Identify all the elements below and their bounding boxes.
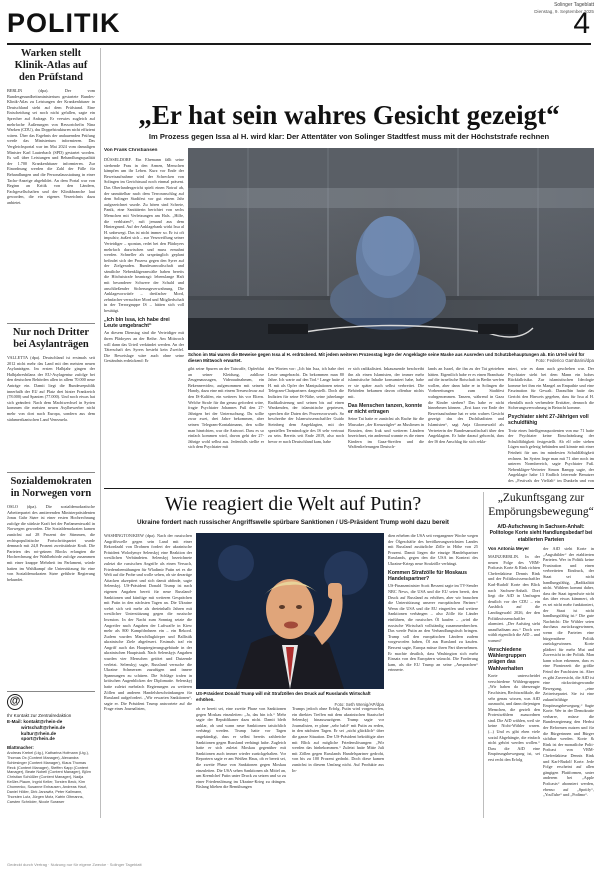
section-title: POLITIK bbox=[7, 8, 121, 38]
article-warken-title: Warken stellt Klinik-Atlas auf den Prüfstand bbox=[14, 48, 88, 83]
lead-column-3 bbox=[268, 366, 344, 484]
left-column-divider bbox=[100, 48, 101, 818]
footer-line: Gedeckt durch Vertrag · Nutzung nur für eigene Zwecke · Solinger Tageblatt bbox=[7, 862, 142, 867]
article-norwegen bbox=[7, 476, 95, 688]
rule-left-2 bbox=[7, 472, 95, 473]
lead-col6b-text: Trotz eines Intelligenzquotienten von nur 71 hatte der Psychiater keine Einschränkung der Schuldfähigkeit festgestellt. Ab elf oder sieben Lügen nach gelesig bebünden und könnte mit einer Feinheit für uns im mindesten Schuldfähigkeit rechnen. Im Syrien liege man mit 71 aber noch im unteren Normbereich, sagte Psychiater Fuß. Nebenkläger-Vertreter Simon Rampp sagte, der Angeklagte habe 13 Endlich leierende Benutzer des „Festivals der Vielfalt“ im Dunkeln und von bbox=[508, 427, 594, 483]
article-warken bbox=[7, 48, 95, 321]
afd-col2-text: der AfD sieht Korte in „Angstbilder“ der etablierten Parteien. Wer in Politik keine Frustration und einen verbreiteten Eindruck, der Staat sei nicht handlungsfähig, „Radikalität nicht. Wählern kommt daher, dass der Staat irgendwie nicht das über etwas kümmert, ob es sei nicht mehr funktioniert, der Staat ist nicht handlungsfähig ist.“ Die gute Nachricht: Die Wähler seien durchaus zurückzugewinnen, wenn die Parteien eine bürgernähere Politik zurückgewinnen. Korte plädiert für mehr Mut und Zuversicht in der Politik. Man kann schon erkennen, dass es eine Pionierzeit die größte Feind der Faschisten ist. Aber es gibt Zuversicht, die AfD ist eine rückwärtsgewandte Bewegung, „eine Zeitreisepartei. Sie ist eine zukunftsfähige Empörungsbewegung.“ Sagte Korte. Wer in der Demokratie verharre, müsse die Bundesregierung den Herbst der Reformen nutzen und für die Bürgerinnen und Bürger sichtbar werden. Korte & Rink ist der monatliche Polit-Podcast von VRM-Chefredakteur Dennis Rink und Karl-Rudolf Korte. Jede Folge erscheint auf allen gängigen Plattformen, unter anderem bei „Apple Podcasts“ abonniert werden, ebenso auf „Spotify“, „YouTube“ und „Podimo“. bbox=[543, 546, 594, 798]
lead-caption bbox=[188, 352, 594, 363]
header-rule bbox=[7, 43, 591, 45]
contact-email-4[interactable]: sport@rhein.de bbox=[21, 736, 55, 742]
lead-col6-text: miert, wie es dann auch geschehen war. Der Psychiater sieht bei dem Mann ein hohes Rückfallrisiko. Zur islamistischen Ideologie komme bei ihm ein Mangel an Empathie und eine Faszination für Gewalt. Daraufhin hatte das Gericht den Hinweis gegeben, dass für Issa al H. ebenfalls noch verhendete Ersttäter, dennoch die Sicherungsverwahrung in Betracht komme. bbox=[508, 366, 594, 411]
lead-column-6b bbox=[508, 366, 594, 484]
putin-headline: Wie reagiert die Welt auf Putin? bbox=[164, 493, 422, 515]
afd-author: Von Antonia Meyer bbox=[488, 546, 530, 551]
lead-col3-text: den Worten vor: „Ich bin Issa, ich habe drei Leute umgebracht. Da bekommen man 80 Jahre. Ich warte auf den Tod.“ Lange hatte al H. mit als Opfer der Manipulationen seines Telegram-Chatpartners dargestellt. Doch die Indizien für seine IS-Nähe, seine jahrelange Radikalisierung und seinen bis auf einen Wankenden, der islamistische gepriesen, sprechen die Daten des Prozessvorwurfs. So beschreibe der Islamwissenschaftler Guido Steinberg dem Angeklagten, mit der speziellen Terminologie des IS sehr vertraut zu sein. Bereits seit Ende 2019, also noch bevor er nach Deutschland kam, habe bbox=[268, 366, 344, 444]
lead-subtitle: Im Prozess gegen Issa al H. wird klar: Der Attentäter von Solinger Stadtfest muss mit der Höchststrafe rechnen bbox=[148, 132, 550, 141]
putin-col3-text: Trumps jedoch ohne Erfolg. Putin wird vorgeworfen, ein direktes Treffen mit dem ukrainischen Staatschef Selenskyj hinauszuzögern. Trump sagte vor Journalisten, er plane „sehr bald“ mit Putin zu reden, in den nächsten Tagen. Er sei „nicht glücklich“ über die ganze Situation. Der US-Präsident bekräftigte aber mit Blick auf mögliche Friedenslösungen: „Wir werden das hinbekommen.“ Zuletzt hatte Mitte Juli mit Zöllen gegen Russlands Handelspartner gedroht, von bis zu 100 Prozent gedroht. Doch diese kamen zunächst in diesem Umfang nicht. Auf Produkte aus In- bbox=[292, 706, 384, 773]
putin-col4-text: dien erheben die USA seit vergangener Woche wegen der Ölgeschäfte des bevölkerungsreichsten Landes mit Russland zusätzliche Zölle in Höhe von 25 Prozent. Damit liegen die einzige Handelspartner Russlands, gegen den die USA im Kontext des Ukraine-Kriegs neue Strafzölle verhängt. bbox=[388, 533, 478, 566]
putin-column-1 bbox=[104, 533, 192, 817]
afd-headline: „Zukunftsgang zur Empörungsbewegung“ bbox=[488, 492, 594, 518]
staff-heading: Blattmacher: bbox=[7, 745, 34, 751]
lead-subhead-1: „Ich bin Issa, ich habe drei Leute umgebracht“ bbox=[104, 316, 170, 330]
lead-column-2 bbox=[188, 366, 264, 484]
staff-list: Andreas Krebel (Ltg.), Katharina Hofmann (Ltg.), Thomas Ox (Content Manager), Alexandra Schlesinger (Content Manager), Klaus Thomas Reck (Content Manager), Steffen Kapp (Content Manager), Beate Nobell (Content Manager), Björn Christian Schüßler (Content Manager), Nadja Keßler-Plaum, Ingrid Keller, Torsten Beck, Kim Chomenko, Susanne Enhausen, Andreas Hauf, Daniel Höller, Dirk Janowitz, Peter Kallmann, Thorsten Lutz, Jürgen Motz, Katrin Oltmanns, Carsten Schröder, Nicole Surawer bbox=[7, 750, 91, 804]
contact-email-2[interactable]: wirtschaft@rhein.de bbox=[21, 724, 66, 730]
rule-left-1 bbox=[7, 323, 95, 324]
lead-subhead-3: Psychiater sieht 27-Jährigen voll schuldfähig bbox=[508, 413, 589, 427]
putin-column-3 bbox=[292, 706, 384, 817]
courtroom-photo-illustration bbox=[188, 148, 594, 350]
lead-col2-text: gibt seine Spuren an der Tatwaffe, Opferblut an seiner Kleidung, zahllose Zeugenaussagen, Videoaufnahmen, ein Bekennervideo, aufgenommen mit seinem Handy, dazu eine mit einem Treueschwur auf den IS-Kalifen, ein weiteres bis vor Eltern. Welche Strafe für ihn genau gefordert wäre, fragte Psychiater Johannes Fuß den 27-Jährigen bei der Untersuchung. Du sollte zwar zwei, drei Jahre bekommen, aber seinen Telegram-Kontaktmann, den sollte man hinrichten, war die Antwort. Dass es so einfach kommen wird, davon geht der 27-Jährige wohl selbst aus. Jedenfalls stellte er sich dem Psychiater mit bbox=[188, 366, 264, 450]
lead-column-1 bbox=[104, 148, 184, 488]
rule-mid bbox=[104, 488, 594, 489]
putin-col1-text: WASHINGTON/KIEW (dpa). Nach der russischen Angriffswelle gegen sein Land mit einer Rekordzahl von Drohnen fordert der ukrainische Präsident Wolodymyr Selenskyj eine Reaktion der westlichen Verbündeten. Selenskyj bezeichnete zuletzt die russischen Angriffe als einen Versuch, Friedensbemühungen für Wladimir Putin sei es die Welt auf die Probe und wolle sehen, ob sie derartige Attacken akzeptiert und sich damit abfinde, sagte Selenskyj. US-Präsident Donald Trump ist nach eigenen Angaben bereit für neue Russland-Sanktionen und künftige mit weiteren Gesprächen mit Putin in den nächsten Tagen an. Die Ukraine wehrt sich seit mehr als dreieinhalb Jahren mit westlicher Unterstützung gegen die russische Invasion. In der Nacht zum Sonntag setzte die Angreifer nach Angaben der Luftwaffe in Kiew mehr als 800 Kampfdrohnen ein – ein Rekord. Zudem wurden Marschflugkörper und Ballistik ukrainische Ziele abgefeuert. Erstmals traf ein Angriff auch das Hauptregierungsgebäude in der ukrainischen Hauptstadt. Nach Selenskyjs Angaben wurden vier Menschen getötet und Dutzende verletzt. Selenskyj sagte, Russland versuche die Ukraine Schmerzen zuzufügen und innere Spannungen zu schüren. Die Schläge trafen in kritischen Augenblicken der Diplomatie. Selenskyj hatte zuletzt mehrfach Regierungen zu weiteren Zöllen und anderen Handelsbeschränkungen für Russland aufgefordert. „Wir erwarten Sanktionen“, sagte er. Die Präsident Trump antwortete auf die Frage eines Journalisten, bbox=[104, 533, 192, 712]
article-asyl-title: Nur noch Dritter bei Asylanträgen bbox=[12, 327, 90, 350]
lead-column-4 bbox=[348, 366, 424, 484]
afd-subtitle: AfD-Aufschwung in Sachsen-Anhalt: Politologe Korte sieht Handlungsbedarf bei etablierten Parteien bbox=[489, 524, 593, 543]
contact-email-3[interactable]: kultur@rhein.de bbox=[21, 730, 57, 736]
afd-col1b-text: Korte unterscheidet verschiedene Wählergruppen: „Wir haben da überzeugte Faschisten, Rechtsradikale, die sehr genau wissen, was AfD ausmacht, und dann diejenigen Menschen, die gezielt den Protestwählern zuzuordnen sind. Die AfD wählen, weil sie keine Nicht-Wähler waren. (...) Und es gibt eben viele sozial Abgehängte, die einfach nicht gehört werden wollen.“ Dass die AfD eine Empörungsbewegung ist, sei erst recht den Erfolg bbox=[488, 673, 540, 763]
article-norwegen-title: Sozialdemokraten in Norwegen vorn bbox=[10, 476, 92, 499]
putin-column-4 bbox=[388, 533, 478, 817]
lead-subhead-2: Das Menschen tanzen, konnte er nicht ertragen bbox=[348, 402, 423, 415]
putin-subhead-1: Kommen Strafzölle für Moskaus Handelspartner? bbox=[388, 569, 467, 582]
article-asyl bbox=[7, 327, 95, 469]
speaker-photo-illustration bbox=[196, 533, 384, 689]
contact-heading: Ihr Kontakt zur Zentralredaktion bbox=[7, 713, 72, 718]
lead-col5-text: lands an Israel, die ihn zu der Tat getrieben hätten. Eigentlich habe er es einen Brandsatz auf die israelische Botschaft in Berlin werfen wollen, aber dann habe er in Solingen die Vorbereitungen zum Stadtfest wahrgenommen. Tanzen, während in Gaza die Kinder sterben? Das habe er nicht hinnehmen können. „Erst kurz vor Ende der Beweisaufnahme hat er sein wahres Gesicht gezeigt: das des Dschihadisten und Islamisten“, sagt Anja Gloomewald als Vertreterin der Bundesanwaltschaft über den Angeklagten. Er habe darauf gehorcht, dass der IS den Anschlag für sich rekla- bbox=[428, 366, 504, 444]
contact-email-label: E-Mail: bbox=[7, 719, 23, 724]
lead-col4-text: er sich radikalisiert. Inkauzuende beschreibt ihn als einen Islamisten, der immer mehr islamistische Inhalte konsumiert habe, habe er sie später auch selbst verbreitet. Die Behörden bekamen davon offenbar nichts mit. bbox=[348, 366, 424, 399]
lead-col1b-text: An diesem Dienstag sind die Verteidiger mit ihren Plädoyers an der Reihe. Am Mittwoch will dann das Urteil verkündet werden. An der Täterschaft des Syrers besteht kein Zweifel. Die Beweislage wäre auch ohne seine Geständnis erdrückend: Er bbox=[104, 330, 184, 364]
putin-caption-credit: Foto: Seth Wenig/AP/dpa bbox=[334, 702, 384, 708]
putin-photo bbox=[196, 533, 384, 689]
at-icon: @ bbox=[7, 694, 23, 710]
lead-caption-text: Schon im Mai waren die Beweise gegen Issa al H. erdrückend. Mit jedem weiteren Prozesstag legte der Angeklagte seine Maske aus Ausreden und Schutzbehauptungen ab. Ein Urteil wird für diesen Mittwoch erwartet. bbox=[188, 352, 585, 363]
lead-headline: „Er hat sein wahres Gesicht gezeigt“ bbox=[138, 100, 560, 130]
afd-column-1 bbox=[488, 554, 540, 817]
lead-column-5 bbox=[428, 366, 504, 484]
lead-photo bbox=[188, 148, 594, 350]
putin-subtitle: Ukraine fordert nach russischer Angriffswelle spürbare Sanktionen / US-Präsident Trump wohl dazu bereit bbox=[137, 519, 449, 526]
lead-caption-credit: Foto: Federico Gambarini/dpa bbox=[535, 357, 594, 363]
paper-name: Solinger Tageblatt bbox=[554, 2, 594, 8]
putin-caption-text: US-Präsident Donald Trump will mit Strafzöllen den Druck auf Russlands Wirtschaft erhöhen. bbox=[196, 691, 371, 702]
article-warken-body: BERLIN (dpa). Der vom Bundesgesundheitsministerium gestartete Bundes-Klinik-Atlas zu Leistungen der Krankenhäuser in Deutschland steht auf dem Prüfstand. Eine Entscheidung sei noch nicht gefallen, sagte ein Sprecher auf Anfrage. Er verwies zugleich auf mehrfache Äußerungen von Ressortchefin Nina Warken (CDU), das Doppelstrukturen nicht effizient wären. Über das Ergebnis der andauernden Prüfung werde das Ministerium informieren. Das Vergleichsportal war im Mai 2024 vom damaligen Minister Karl Lauterbach (SPD) gestartet worden. Es soll über Leistungen und Behandlungsqualität der 1.700 Krankenhäuser informieren. Zur Einordnung werden die Zahl der Fälle für Behandlungen und die Personalausstattung in einer Tacho-Anzeige abgebildet. An dem Portal war von Beginn an Kritik von den Ländern, Fachgesellschaften und der Klinikbranche laut geworden, die ein eigenes Verzeichnis dazu anbietet. bbox=[7, 88, 95, 205]
afd-column-2 bbox=[543, 546, 594, 817]
lead-col4b-text: Seine Tat hatte er zunächst als Rache für die Massaker „der Kreuzzügler“ an Muslimen in Bosnien, dem Irak und weiteren Ländern bezeichnet, ein andermal wannte es die einen Kindern im Gaza-Streifen und die Waffenlieferungen Deutsch- bbox=[348, 416, 424, 450]
lead-author: Von Frank Christiansen bbox=[104, 148, 158, 153]
article-asyl-body: VALLETTA (dpa). Deutschland ist erstmals seit 2012 nicht mehr das Land mit den meisten neuen Asylanträgen. Im ersten Halbjahr gingen der Halbjahresbilanz der EU-Asylagentur zufolge bei den deutschen Behörden allen in allem 70.000 neue Anträge ein. Damit liegt die Bundesrepublik innerhalb der EU auf Platz drei hinter Frankreich (78.000) und Spanien (77.000). Und noch etwas hat sich geändert: Nach dem Machtwechsel in Syrien kommen die meisten neuen Asylbewerber nicht mehr von dort nach Europa, sondern aus dem südamerikanischen Land Venezuela. bbox=[7, 355, 95, 422]
article-norwegen-body: OSLO (dpa). Die sozialdemokratische Arbeiterpartei des amtierenden Ministerpräsidenten Jonas Gahr Støre ist einer ersten Hochrechnung zufolge die stärkste Kraft bei der Parlamentswahl in Norwegen geworden. Die Sozialdemokraten kamen zunächst auf 28 Prozent der Stimmen, die rechtspopulistische Fortschrittspartei wurde demnach mit 24,8 Prozent zweitstärkste Kraft. Die Parteien des rot-grünen Blocks erlangten die Hochrechnung der Wahlbehörde zufolge zusammen mit einer knappe Mehrheit im Parlament, würde hatten im Wahlkampf die Unterstützung für eine von Sozialdemokraten Støre geführte Regierung bekundet. bbox=[7, 504, 95, 582]
putin-column-2 bbox=[196, 706, 286, 817]
lead-col1-text: DÜSSELDORF. Ein Ehemann fällt seine sterbende Frau in den Armen, Menschen kämpfen um ihr Leben. Kurz vor Ende der Beweisaufnahme wird der Schrecken von Solingen im Gerichtssaal noch einmal präsent. Das Oberlandesgericht spielt einen Notruf ab, der unmittelbar nach dem Terroranschlag auf dem Solinger Stadtfest vor gut einem Jahr aufgezeichnet wurde. Zu hören sind Schreie, Panik, eine Sanitäterin berichtet von sechs Menschen mit Verletzungen am Hals. „Hilfe, die verbluten!“, ruft jemand aus dem Hintergrund. Auf der Anklagebank wirkt Issa al H. unbewegt. Das ist nicht immer so. Er ist oft impulsiv, äußert sich – zur Verzweiflung seiner Verteidiger – spontan, redet bei den Plädoyers mehrfach dazwischen und muss ermahnt werden. Schneller als ursprünglich geplant befindet sich der Prozess gegen den Syrer auf der Zielgeraden. Bundesanwaltschaft und sämtliche Nebenklägeranwälte haben bereits die Höchststrafe beantragt: lebenslange Haft mit besonderer Schwere der Schuld und anschließender Sicherungsverwahrung. Die Anklagevorwürfe – dreifacher Mord, zehnfacher versuchter Mord und Mitgliedschaft in der Terrorgruppe IS – hätten sich voll bestätigt. bbox=[104, 157, 184, 314]
contact-email-1[interactable]: kontakt@rhein-de bbox=[23, 719, 63, 724]
afd-subhead-1: Verschiedene Wählergruppen prägen das Wahlverhalten bbox=[488, 646, 527, 672]
putin-col2-text: ob er bereit sei, eine zweite Phase von Sanktionen gegen Moskau einzuleiten: „Ja, das bin ich.“ Mehr sagte der Republikaner dazu nicht. Damit bleib unklar, ob und wann neue Sanktionen tatsächlich verhängt werden. Trump hatte vor Tagen angekündigt, dass er selbst bereits zahlreiche Sanktionen gegen Russland verhängt habe. Zugleich hatte er sich zuletzt Moskau gegenüber mit Sanktionen auch immer wieder zurückgehalten. Vor Reportern sagte er am Weißen Haus, ob er bereit sei, die zweite Phase von Sanktionen gegen Moskau einzuleiten. Die USA sehen Sanktionen als Mittel an, um Kremlchef Putin unter Druck zu setzen und so zu einer Friedenslösung im Ukraine-Krieg zu drängen. Bislang blieben die Bemühungen bbox=[196, 706, 286, 790]
contact-box bbox=[7, 694, 95, 822]
putin-col4b-text: US-Finanzminister Scott Bessent sagte im TV-Sender NBC News, die USA und die EU seien bereit, den Druck auf Russland zu erhöhen, aber wir brauchen die Unterstützung unserer europäischen Partner.“ Wenn die USA und die EU eingreifen und weitere Sanktionen verhängen – also Zölle für Länder einführen, die russisches Öl kaufen – „wird die russische Wirtschaft vollständig zusammenbrechen. Das werde Putin an den Verhandlungstisch bringen. Trump soll den europäischen Ländern zudem vorgeworfen haben, Öl aus Russland zu kaufen. Bessent sagte, Europa müsse ihren Part übernehmen. Er machte deutlich, dass Washington sich mehr Einsatz von den Europäern wünscht. Die Forderung kam, als die EU Trump an seine „Ansprachen“ erinnerte. bbox=[388, 583, 478, 673]
page-number: 4 bbox=[573, 7, 590, 40]
afd-divider bbox=[483, 492, 484, 818]
issue-date: Dienstag, 9. September 2025 bbox=[534, 9, 594, 14]
afd-col1-text: MAINZ/BERLIN. In der neuen Folge des VRM-Podcasts Korte & Rink richten Chefredakteur Dennis Rink und der Politikwissenschaftler Karl-Rudolf Korte den Blick nach Sachsen-Anhalt. Dort liegt die AfD in Umfragen deutlich vor der CDU – ein Ausblick auf die Landtagswahl 2026, der den Politikwissenschaftler alarmiert. „Der Aufstieg sieht unaufhaltsam aus.“ Doch wer wählt eigentlich die AfD – und warum? bbox=[488, 554, 540, 643]
rule-left-3 bbox=[7, 691, 95, 692]
